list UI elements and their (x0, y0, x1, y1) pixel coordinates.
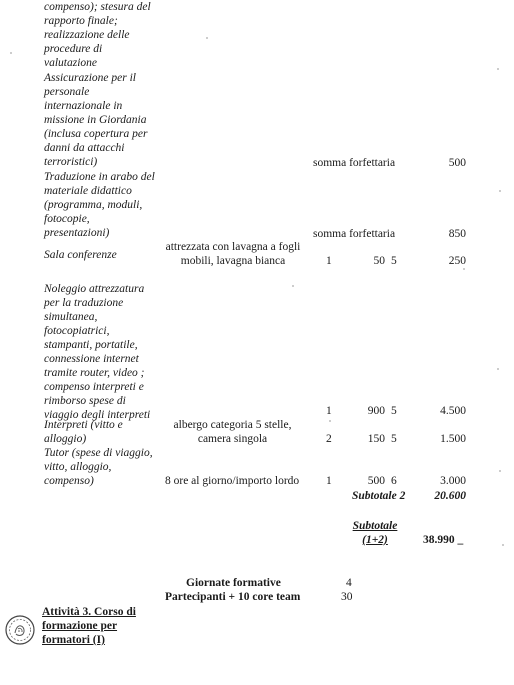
scan-speck (497, 368, 499, 370)
scan-speck (502, 544, 504, 546)
row6-description: Interpreti (vitto e alloggio) (44, 419, 123, 445)
row3-total: 850 (448, 228, 466, 240)
row5-total: 4.500 (440, 405, 466, 417)
row2-description: Assicurazione per il personale internazionale in missione in Giordania (inclusa copertura per danni da attacchi terroristici) (44, 72, 148, 168)
row1-description: compenso); stesura del rapporto finale; realizzazione delle procedure di valutazione (44, 1, 151, 69)
row6-total: 1.500 (440, 433, 466, 445)
subtotal12-label: Subtotale (1+2) (352, 520, 398, 546)
scan-speck (499, 470, 501, 472)
row5-price: 900 (367, 405, 385, 417)
scan-speck (10, 52, 12, 54)
summary-participants-label: Partecipanti + 10 core team (165, 591, 301, 603)
row7-qty: 1 (326, 475, 332, 487)
row7-description: Tutor (spese di viaggio, vitto, alloggio, compenso) (44, 447, 153, 487)
row4-price: 50 (373, 255, 385, 267)
subtotal12-value: 38.990 _ (423, 534, 464, 546)
row4-note: attrezzata con lavagna a fogli mobili, lavagna bianca (165, 241, 301, 267)
row7-days: 6 (391, 475, 397, 487)
row4-description: Sala conferenze (44, 249, 117, 261)
row7-total: 3.000 (440, 475, 466, 487)
stamp-seal-icon (4, 614, 36, 646)
row6-note: albergo categoria 5 stelle, camera singola (173, 419, 292, 445)
row7-price: 500 (367, 475, 385, 487)
row5-qty: 1 (326, 405, 332, 417)
row4-days: 5 (391, 255, 397, 267)
row3-unit: somma forfettaria (313, 228, 396, 240)
scan-speck (292, 285, 294, 287)
row6-price: 150 (367, 433, 385, 445)
row6-days: 5 (391, 433, 397, 445)
scan-speck (329, 420, 331, 422)
scan-speck (206, 37, 208, 39)
row6-qty: 2 (326, 433, 332, 445)
scan-speck (499, 190, 501, 192)
row7-note: 8 ore al giorno/importo lordo (165, 475, 300, 487)
row2-unit: somma forfettaria (313, 157, 396, 169)
subtotal2-value: 20.600 (434, 490, 466, 502)
subtotal2-label: Subtotale 2 (352, 490, 406, 502)
row5-days: 5 (391, 405, 397, 417)
activity-heading: Attività 3. Corso di formazione per formatori (I) (42, 606, 136, 646)
row3-description: Traduzione in arabo del materiale didattico (programma, moduli, fotocopie, presentazioni) (44, 171, 155, 239)
summary-participants-value: 30 (341, 591, 353, 603)
row5-description: Noleggio attrezzatura per la traduzione simultanea, fotocopiatrici, stampanti, portatile, connessione internet tramite router, video ; compenso interpreti e rimborso spese di viaggio degli interpreti (44, 283, 151, 421)
scan-speck (463, 268, 465, 270)
row4-total: 250 (448, 255, 466, 267)
summary-days-value: 4 (346, 577, 352, 589)
row2-total: 500 (448, 157, 466, 169)
summary-days-label: Giornate formative (186, 577, 281, 589)
row4-qty: 1 (326, 255, 332, 267)
scan-speck (497, 68, 499, 70)
